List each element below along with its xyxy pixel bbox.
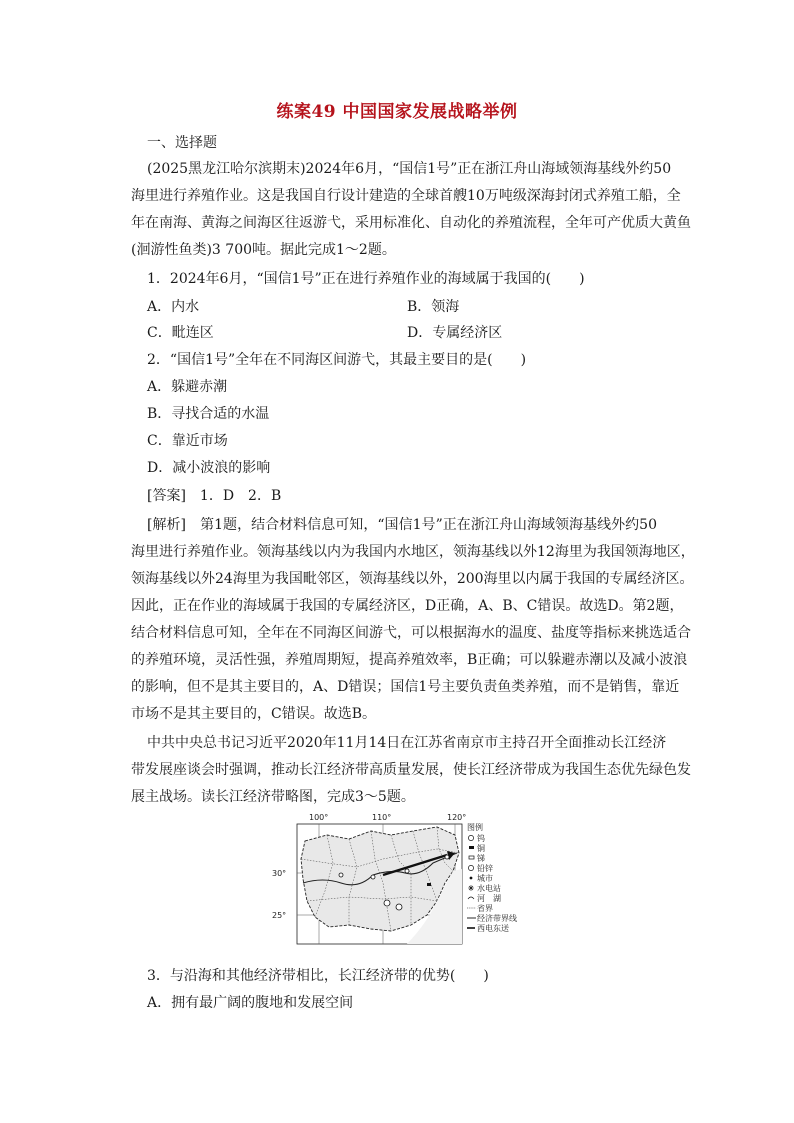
question-1-option-d[interactable]: D．专属经济区 [407,325,503,341]
legend-item: 铅锌 [477,864,493,873]
legend-item: 铜 [477,844,485,853]
intro-line: 年在南海、黄海之间海区往返游弋，采用标准化、自动化的养殖流程，全年可产优质大黄鱼 [131,215,691,231]
legend-item: 西电东送 [477,924,509,933]
longitude-label: 110° [372,813,392,822]
question-2-option-d[interactable]: D．减小波浪的影响 [147,460,271,476]
legend-item: 经济带界线 [477,914,517,923]
legend-item: 水电站 [477,884,501,893]
intro-line: (洄游性鱼类)3 700吨。据此完成1～2题。 [131,242,396,258]
question-2-option-a[interactable]: A．躲避赤潮 [147,379,228,395]
analysis-line: 的养殖环境，灵活性强，养殖周期短，提高养殖效率，B正确；可以躲避赤潮以及减小波浪 [131,652,688,668]
legend-item: 城市 [477,874,493,883]
legend-title: 图例 [467,823,483,832]
legend-item: 河 湖 [477,894,501,903]
analysis-line: [解析] 第1题，结合材料信息可知，“国信1号”正在浙江舟山海域领海基线外约50 [147,517,657,533]
intro2-line: 带发展座谈会时强调，推动长江经济带高质量发展，使长江经济带成为我国生态优先绿色发 [131,762,691,778]
question-2-option-b[interactable]: B．寻找合适的水温 [147,406,270,422]
analysis-line: 结合材料信息可知，全年在不同海区间游弋，可以根据海水的温度、盐度等指标来挑选适合 [131,625,691,641]
question-3-option-a[interactable]: A．拥有最广阔的腹地和发展空间 [147,995,354,1011]
yangtze-economic-belt-map [272,813,517,947]
latitude-label: 25° [272,911,287,920]
question-1-option-a[interactable]: A．内水 [147,299,200,315]
intro2-line: 展主战场。读长江经济带略图，完成3～5题。 [131,789,415,805]
page-title: 练案49 中国国家发展战略举例 [276,102,518,122]
legend-symbols [467,833,477,945]
question-3-stem: 3．与沿海和其他经济带相比，长江经济带的优势( ) [147,968,489,984]
legend-item: 省界 [477,904,493,913]
question-2-stem: 2．“国信1号”全年在不同海区间游弋，其最主要目的是( ) [147,352,527,368]
intro2-line: 中共中央总书记习近平2020年11月14日在江苏省南京市主持召开全面推动长江经济 [147,735,667,751]
intro-line: (2025黑龙江哈尔滨期末)2024年6月，“国信1号”正在浙江舟山海域领海基线外约50 [147,161,672,177]
longitude-label: 120° [447,813,467,822]
latitude-label: 30° [272,869,287,878]
analysis-line: 海里进行养殖作业。领海基线以内为我国内水地区，领海基线以外12海里为我国领海地区， [131,544,695,560]
question-2-option-c[interactable]: C．靠近市场 [147,433,228,449]
intro-line: 海里进行养殖作业。这是我国自行设计建造的全球首艘10万吨级深海封闭式养殖工船，全 [131,188,681,204]
analysis-line: 的影响，但不是其主要目的，A、D错误；国信1号主要负责鱼类养殖，而不是销售，靠近 [131,679,680,695]
question-1-option-b[interactable]: B．领海 [407,299,460,315]
analysis-line: 领海基线以外24海里为我国毗邻区，领海基线以外，200海里以内属于我国的专属经济区。 [131,571,694,587]
question-1-stem: 1．2024年6月，“国信1号”正在进行养殖作业的海域属于我国的( ) [147,271,585,287]
legend-item: 钨 [477,834,485,843]
legend-item: 锑 [477,854,485,863]
analysis-line: 市场不是其主要目的，C错误。故选B。 [131,706,376,722]
longitude-label: 100° [309,813,329,822]
analysis-line: 因此，正在作业的海域属于我国的专属经济区，D正确，A、B、C错误。故选D。第2题， [131,598,684,614]
question-1-option-c[interactable]: C．毗连区 [147,325,214,341]
section-heading: 一、选择题 [147,135,217,151]
answer-line: [答案] 1．D 2．B [147,488,282,504]
